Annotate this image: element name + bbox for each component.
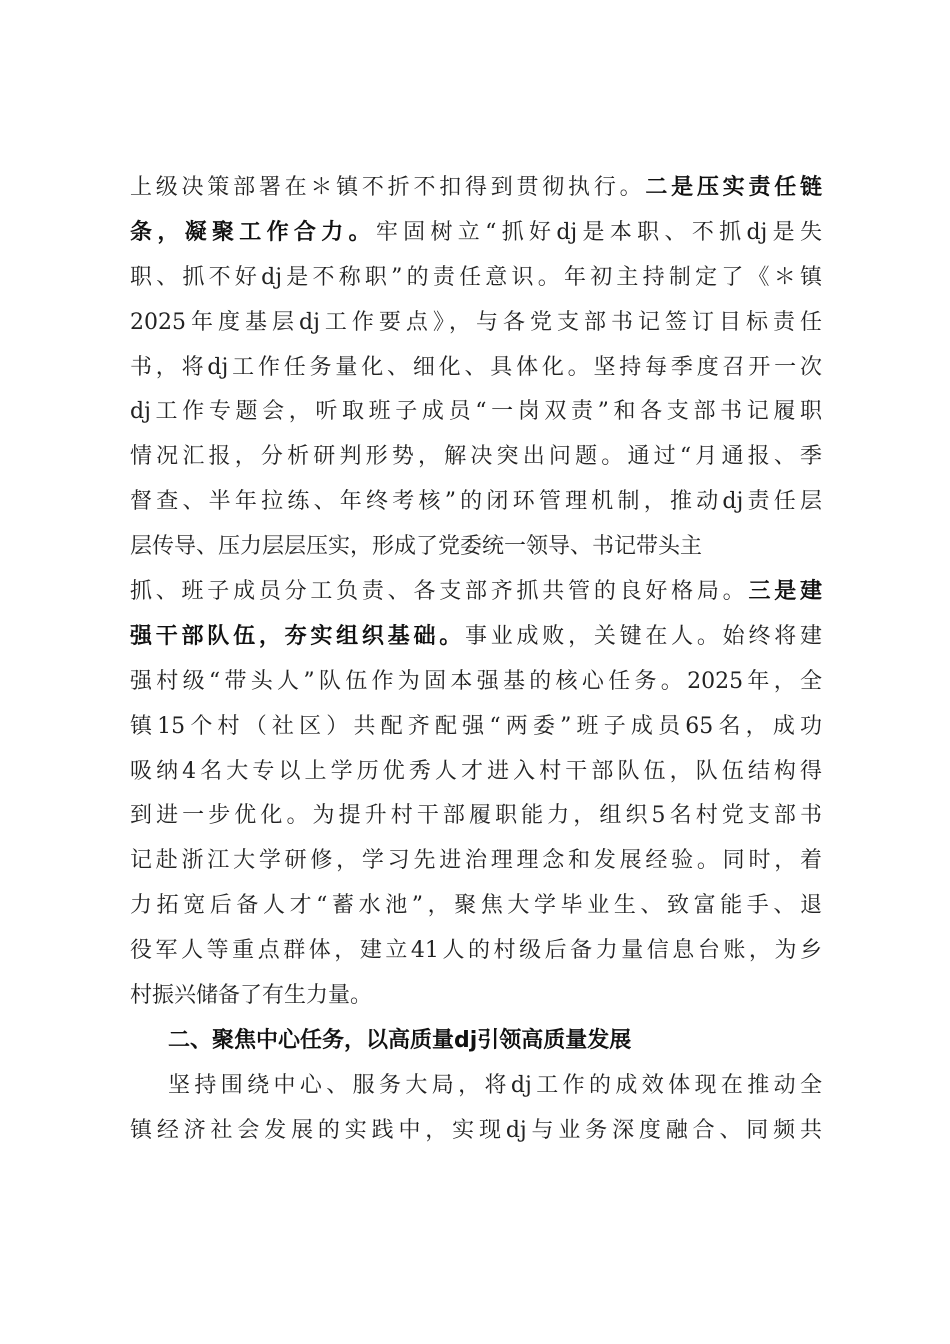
text-line: 2025年度基层dj工作要点》，与各党支部书记签订目标责任	[130, 309, 822, 335]
text-line: 到进一步优化。为提升村干部履职能力，组织5名村党支部书	[130, 803, 822, 829]
bold-subheading: 三是建	[748, 579, 822, 605]
bold-subheading: 二是压实责任链	[645, 175, 822, 200]
text-line: 书，将dj工作任务量化、细化、具体化。坚持每季度召开一次	[130, 354, 822, 380]
text-line: 坚持围绕中心、服务大局，将dj工作的成效体现在推动全	[168, 1072, 822, 1098]
bold-subheading: 强干部队伍，夯实组织基础。	[130, 623, 465, 649]
text-line: 抓、班子成员分工负责、各支部齐抓共管的良好格局。三是建	[130, 579, 822, 605]
text-line: 条，凝聚工作合力。牢固树立“抓好dj是本职、不抓dj是失	[130, 219, 822, 245]
text-line: 上级决策部署在＊镇不折不扣得到贯彻执行。二是压实责任链	[130, 175, 822, 200]
text-line: 强干部队伍，夯实组织基础。事业成败，关键在人。始终将建	[130, 623, 822, 649]
text-line: 力拓宽后备人才“蓄水池”，聚焦大学毕业生、致富能手、退	[130, 893, 822, 919]
text-line: 吸纳4名大专以上学历优秀人才进入村干部队伍，队伍结构得	[130, 758, 822, 784]
document-body	[130, 166, 822, 1154]
text-line: 村振兴储备了有生力量。	[130, 983, 373, 1009]
text-line: 层传导、压力层层压实，形成了党委统一领导、书记带头主	[130, 534, 703, 560]
text-line: 镇15个村（社区）共配齐配强“两委”班子成员65名，成功	[130, 713, 822, 739]
paragraph-responsibility-and-cadres	[130, 166, 822, 1019]
text-line: 情况汇报，分析研判形势，解决突出问题。通过“月通报、季	[130, 444, 822, 470]
paragraph-central-tasks	[130, 1064, 822, 1154]
section-heading: 二、聚焦中心任务，以高质量dj引领高质量发展	[168, 1027, 632, 1053]
text-line: 役军人等重点群体，建立41人的村级后备力量信息台账，为乡	[130, 938, 822, 964]
text-line: 强村级“带头人”队伍作为固本强基的核心任务。2025年，全	[130, 668, 822, 694]
text-line: 督查、半年拉练、年终考核”的闭环管理机制，推动dj责任层	[130, 489, 822, 515]
text-line: dj工作专题会，听取班子成员“一岗双责”和各支部书记履职	[130, 399, 822, 425]
text-line: 记赴浙江大学研修，学习先进治理理念和发展经验。同时，着	[130, 848, 822, 874]
text-line: 职、抓不好dj是不称职”的责任意识。年初主持制定了《＊镇	[130, 264, 822, 290]
text-line: 镇经济社会发展的实践中，实现dj与业务深度融合、同频共	[130, 1117, 822, 1143]
bold-subheading: 条，凝聚工作合力。	[130, 219, 376, 245]
